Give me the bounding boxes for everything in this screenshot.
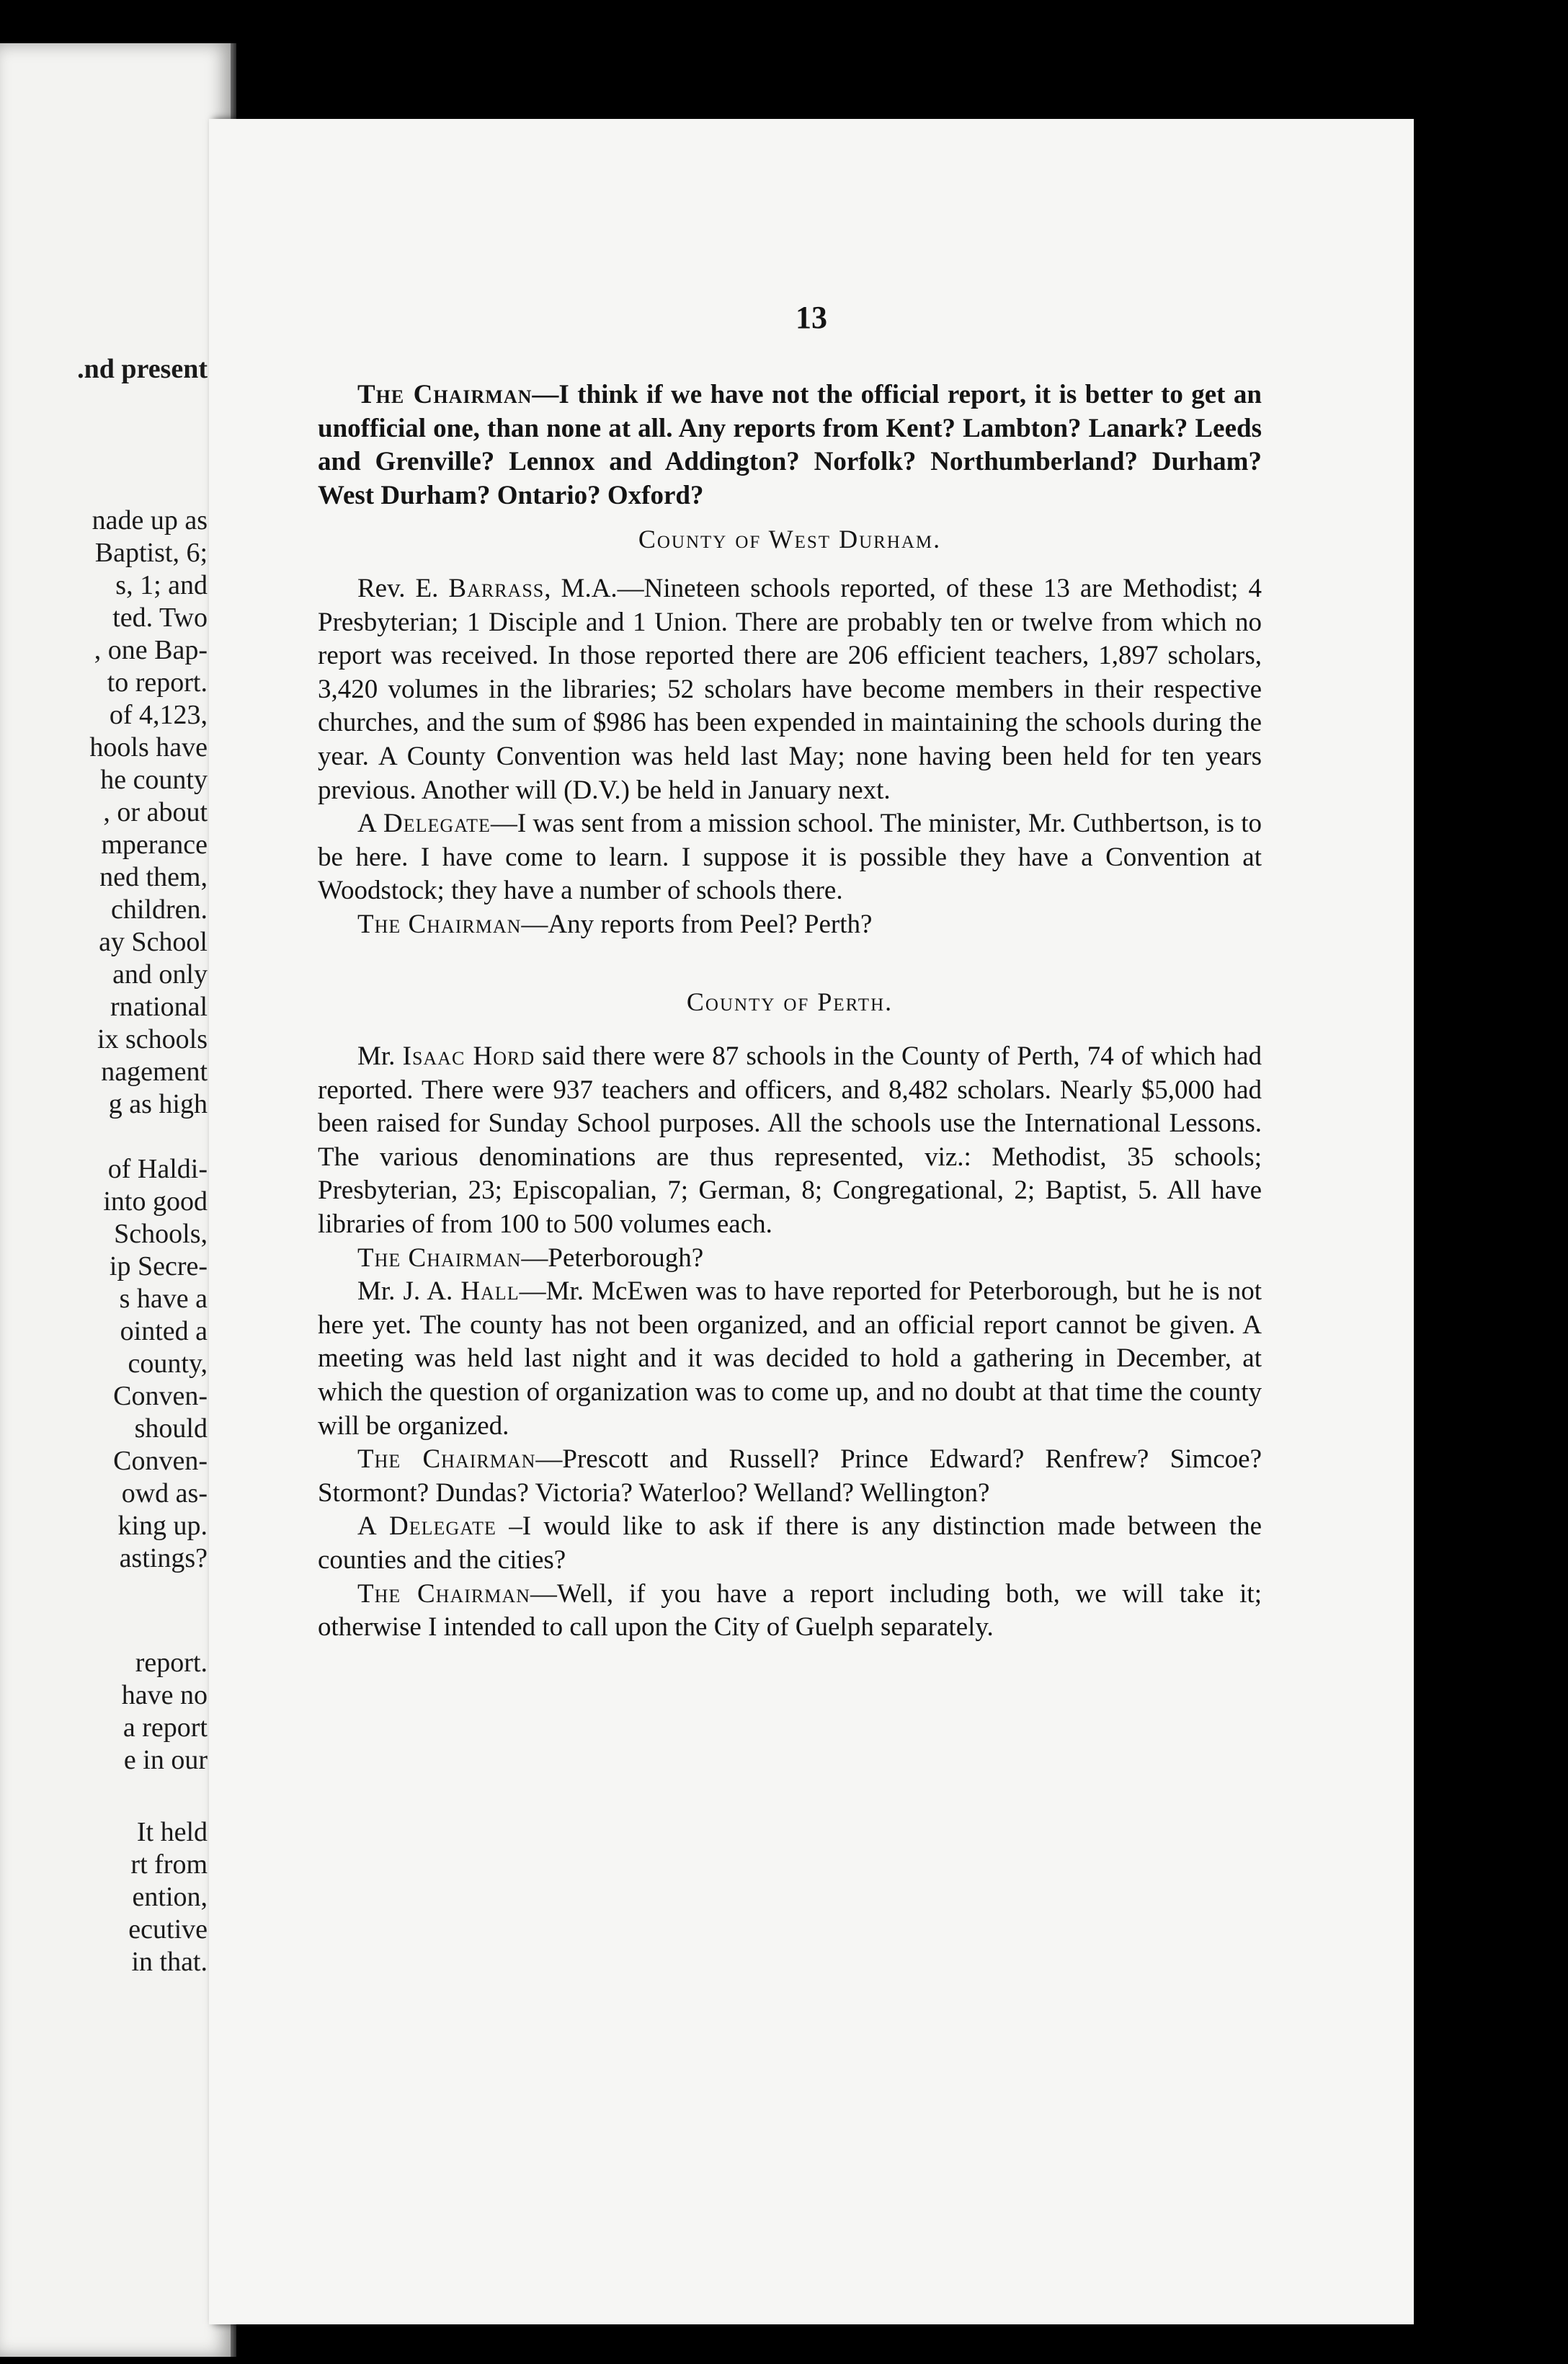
left-page-line: to report. [107,667,208,698]
left-page-line: of Haldi- [107,1154,208,1184]
left-page-line: of 4,123, [109,700,208,730]
paragraph-hall [318,1275,1262,1443]
left-page-line: nagement [101,1057,208,1087]
paragraph-text: —Mr. McEwen was to have reported for Peterborough, but he is not here yet. The county has not been organized, and an official report cannot be given. A meeting was held last night and it was decided to hold a gathering in December, at which the question of organization was to come up, and no doubt at that time the county will be organized. [318,1276,1262,1441]
left-page-line: ip Secre- [109,1251,208,1281]
left-page-line: he county [100,765,208,795]
left-page-line: king up. [117,1511,208,1541]
left-page-line: should [134,1413,208,1444]
left-page-line: .nd present [77,354,208,384]
speaker: A Delegate [357,1511,496,1542]
left-page-line: report. [135,1648,208,1678]
speaker: The Chairman [357,1444,536,1475]
left-page-line: a report [122,1712,208,1743]
left-page-line: mperance [101,830,208,860]
left-page-line: It held [136,1817,208,1847]
section-heading-perth: County of Perth. [686,987,894,1016]
paragraph-text: said there were 87 schools in the County of Perth, 74 of which had reported. There were 937 teachers and officers, and 8,482 scholars. Nearly $5,000 had been raised for Sunday School purposes. All the schools use the International Lessons. The various denominations are thus represented, viz.: Methodist, 35 schools; Presbyterian, 23; Episcopalian, 7; German, 8; Congregational, 2; Baptist, 5. All have libraries of from 100 to 500 volumes each. [318,1041,1262,1240]
paragraph-text: —Prescott and Russell? Prince Edward? Renfrew? Simcoe? Stormont? Dundas? Victoria? Waterloo? Welland? Wellington? [318,1444,1262,1508]
paragraph-text: —Any reports from Peel? Perth? [521,909,873,939]
left-page-line: rnational [110,992,208,1022]
section-heading-west-durham: County of West Durham. [638,525,942,554]
speaker: Isaac Hord [402,1041,535,1072]
left-page-line: ention, [132,1882,208,1912]
speaker: The Chairman [357,380,533,409]
left-page-line: , or about [103,797,208,827]
left-page-line: g as high [108,1089,208,1119]
left-page-line: ted. Two [112,603,208,633]
left-page-line: ointed a [120,1316,208,1346]
left-page-line: nade up as [92,505,208,536]
left-page-line: children. [110,894,208,925]
left-page-line: and only [112,959,208,990]
left-facing-page [0,43,231,2357]
speaker: The Chairman [357,909,522,939]
speaker-suffix: , M.A. [544,573,618,603]
left-page-line: ix schools [97,1024,208,1054]
paragraph-text: —I was sent from a mission school. The minister, Mr. Cuthbertson, is to be here. I have come to learn. I suppose it is possible they have a Convention at Woodstock; they have a number of schools there. [318,809,1262,906]
left-page-line: s have a [119,1284,208,1314]
left-page-line: Conven- [113,1446,208,1476]
paragraph-delegate-1 [318,807,1262,908]
left-page-line: owd as- [121,1478,208,1508]
left-page-line: rt from [130,1849,208,1880]
left-page-line: have no [121,1680,208,1710]
speaker: Hall [460,1276,520,1307]
paragraph-chairman-2 [318,908,1262,942]
left-page-line: s, 1; and [115,570,208,600]
right-page [209,119,1414,2324]
speaker: The Chairman [357,1578,530,1609]
paragraph-text: —I think if we have not the official report, it is better to get an unofficial one, than none at all. Any reports from Kent? Lambton? Lanark? Leeds and Grenville? Lennox and Addington? Norfolk? Northumberland? Durham? West Durham? Ontario? Oxford? [318,380,1262,510]
left-page-line: hools have [89,732,208,763]
page-number: 13 [796,300,827,335]
left-page-line: Conven- [113,1381,208,1411]
speaker-prefix: Mr. [357,1041,403,1072]
page-body [318,378,1262,1645]
left-page-line: into good [103,1186,208,1217]
left-page-line: ay School [99,927,208,957]
left-page-line: in that. [131,1947,208,1977]
paragraph-chairman-5 [318,1578,1262,1645]
paragraph-chairman-1 [318,378,1262,512]
speaker-prefix: Rev. E. [357,573,449,603]
paragraph-text: —Peterborough? [521,1243,704,1273]
left-page-line: ecutive [128,1914,208,1945]
left-page-line: Schools, [114,1219,208,1249]
speaker: The Chairman [357,1243,522,1273]
left-page-line: ned them, [99,862,208,892]
speaker-prefix: Mr. J. A. [357,1276,461,1307]
paragraph-delegate-2 [318,1510,1262,1577]
left-page-line: e in our [123,1745,208,1775]
left-page-line: , one Bap- [94,635,208,665]
paragraph-text: –I would like to ask if there is any distinction made between the counties and the cities? [318,1511,1262,1575]
left-page-line: county, [128,1348,208,1379]
paragraph-hord [318,1040,1262,1242]
left-page-line: Baptist, 6; [94,538,208,568]
speaker: A Delegate [357,809,491,839]
speaker: Barrass [448,573,545,603]
paragraph-text: —Well, if you have a report including both, we will take it; otherwise I intended to call upon the City of Guelph separately. [318,1578,1262,1643]
left-page-line: astings? [119,1543,208,1573]
paragraph-chairman-4 [318,1443,1262,1510]
paragraph-text: —Nineteen schools reported, of these 13 are Methodist; 4 Presbyterian; 1 Disciple and 1 Union. There are probably ten or twelve from which no report was received. In those reported there are 206 efficient teachers, 1,897 scholars, 3,420 volumes in the libraries; 52 scholars have become members in their respective churches, and the sum of $986 has been expended in maintaining the schools during the year. A County Convention was held last May; none having been held for ten years previous. Another will (D.V.) be held in January next. [318,573,1262,805]
paragraph-chairman-3 [318,1242,1262,1276]
paragraph-barrass [318,572,1262,807]
